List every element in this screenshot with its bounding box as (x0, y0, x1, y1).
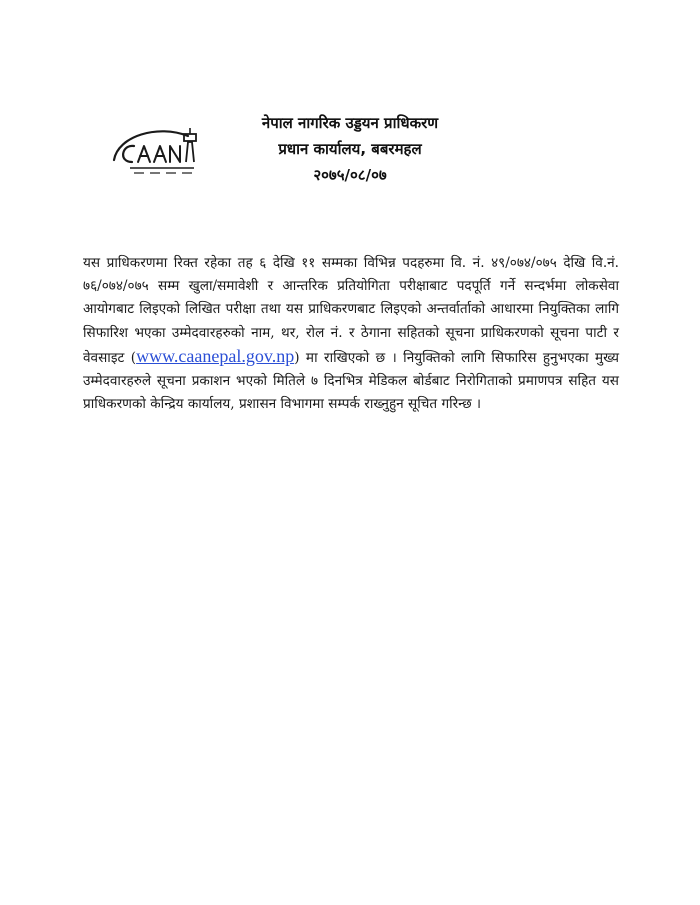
website-link[interactable]: www.caanepal.gov.np (136, 345, 295, 366)
caan-logo (108, 120, 200, 180)
office-name: प्रधान कार्यालय, बबरमहल (278, 140, 422, 158)
letterhead (0, 0, 700, 200)
letterhead-text (200, 110, 500, 188)
notice-text-end: ) मा राखिएको छ । नियुक्तिको लागि सिफारिस हुनुभएका मुख्य उम्मेदवारहरुले सूचना प्रकाशन भएको मितिले ७ दिनभित्र मेडिकल बोर्डबाट निरोगिताको प्रमाणपत्र सहित यस प्राधिकरणको केन्द्रिय कार्यालय, प्रशासन विभागमा सम्पर्क राख्नुहुन सूचित गरिन्छ । (83, 349, 620, 413)
notice-date: २०७५/०८/०७ (313, 166, 387, 184)
notice-text-start: यस प्राधिकरणमा रिक्त रहेका तह ६ देखि ११ सम्मका विभिन्न पदहरुमा वि. नं. ४९/०७४/०७५ देखि वि.नं. ७६/०७४/०७५ सम्म खुला/समावेशी र आन्तरिक प्रतियोगिता परीक्षाबाट पदपूर्ति गर्ने सन्दर्भमा लोकसेवा आयोगबाट लिइएको लिखित परीक्षा तथा यस प्राधिकरणबाट लिइएको अन्तर्वार्ताको आधारमा नियुक्तिका लागि सिफारिश भएका उम्मेदवारहरुको नाम, थर, रोल नं. र ठेगाना सहितको सूचना प्राधिकरणको सूचना पाटी र वेवसाइट ( (83, 255, 619, 366)
notice-paragraph (83, 252, 619, 416)
organization-name: नेपाल नागरिक उड्डयन प्राधिकरण (261, 114, 439, 132)
